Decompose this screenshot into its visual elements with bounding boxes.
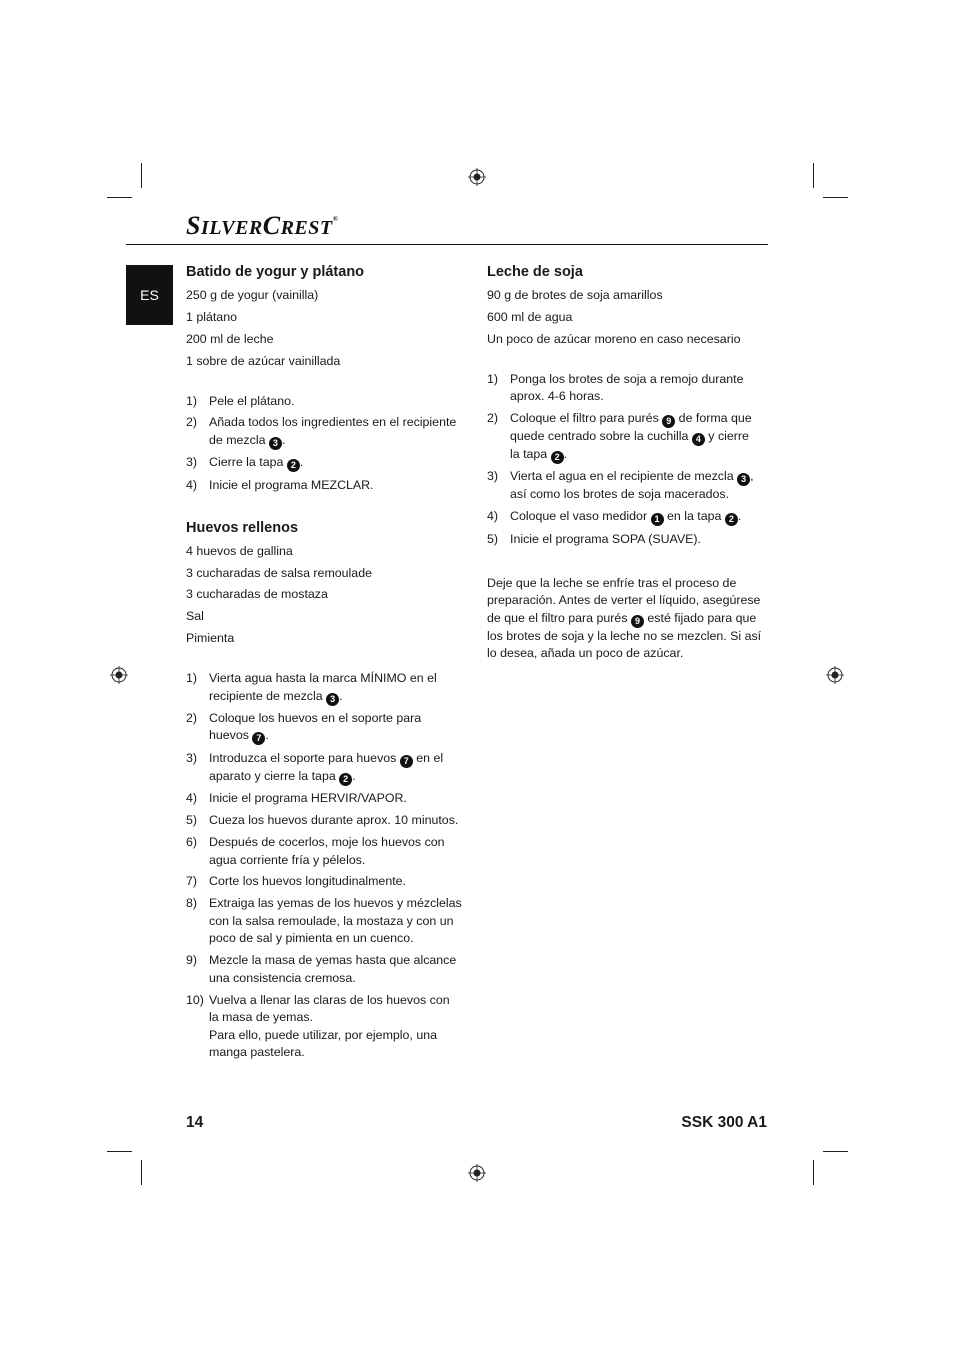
step-text [209, 992, 466, 1062]
part-number-badge: 7 [252, 732, 265, 745]
step-item [186, 414, 466, 450]
step-text [209, 952, 466, 987]
step-list [186, 670, 466, 1062]
step-text-part: en el aparato y cierre la tapa [209, 750, 444, 783]
crop-mark [813, 163, 814, 188]
step-item [186, 895, 466, 948]
recipe-title: Batido de yogur y plátano [186, 264, 365, 280]
part-number-badge: 3 [326, 693, 339, 706]
step-text-part: Coloque los huevos en el soporte para huevos [209, 710, 422, 743]
part-number-badge: 2 [339, 773, 352, 786]
step-text-part: . [737, 509, 742, 524]
step-item [186, 454, 466, 472]
step-item [487, 508, 769, 526]
step-number: 2) [487, 411, 499, 426]
page-number: 14 [186, 1114, 204, 1131]
step-text-part: Vuelva a llenar las claras de los huevos con la masa de yemas. Para ello, puede utilizar, por ejemplo, una manga pastelera. [209, 992, 450, 1060]
step-item [487, 410, 769, 464]
step-text-part: Coloque el vaso medidor [510, 509, 648, 524]
step-number: 1) [487, 371, 499, 386]
step-item [186, 873, 466, 891]
step-number: 4) [186, 791, 198, 806]
step-text-part: Después de cocerlos, moje los huevos con agua corriente fría y pélelos. [209, 835, 445, 867]
step-text-part: Añada todos los ingredientes en el recipiente de mezcla [209, 415, 457, 447]
step-text [209, 895, 466, 948]
note-paragraph [487, 575, 769, 663]
step-number: 4) [487, 509, 499, 524]
step-list [487, 371, 769, 549]
step-text [209, 873, 466, 891]
step-text [209, 670, 466, 706]
step-text-part: Mezcle la masa de yemas hasta que alcance una consistencia cremosa. [209, 953, 457, 985]
step-text [209, 790, 466, 808]
step-number: 5) [487, 531, 499, 546]
step-number: 8) [186, 896, 198, 911]
step-number: 5) [186, 813, 198, 828]
step-text-part: y cierre la tapa [510, 429, 749, 462]
part-number-badge: 1 [651, 513, 664, 526]
step-text [209, 393, 466, 411]
step-text [510, 410, 769, 464]
crop-mark [141, 163, 142, 188]
step-item [186, 992, 466, 1062]
step-text [209, 414, 466, 450]
step-text [510, 371, 769, 406]
ingredient-item: Un poco de azúcar moreno en caso necesario [487, 331, 741, 346]
registration-mark-icon [468, 1164, 486, 1182]
part-number-badge: 4 [692, 433, 705, 446]
step-text-part: Pele el plátano. [209, 393, 295, 408]
ingredient-item: 1 plátano [186, 309, 237, 324]
ingredient-item: 4 huevos de gallina [186, 543, 293, 558]
step-text [510, 468, 769, 504]
ingredient-item: 600 ml de agua [487, 309, 573, 324]
ingredient-item: 250 g de yogur (vainilla) [186, 288, 319, 302]
step-item [487, 371, 769, 406]
step-text [209, 812, 466, 830]
step-item [186, 477, 466, 495]
step-item [186, 710, 466, 746]
crop-mark [823, 1151, 848, 1152]
step-item [186, 393, 466, 411]
step-text-part: . [265, 728, 269, 743]
step-number: 6) [186, 835, 198, 850]
step-text-part: . [281, 432, 286, 447]
step-number: 7) [186, 874, 198, 889]
step-number: 3) [186, 455, 198, 470]
left-column [186, 263, 466, 1066]
part-number-badge: 7 [400, 755, 413, 768]
brand-logo: SILVERCREST® [186, 211, 339, 240]
note-text: Deje que la leche se enfríe tras el proceso de preparación. Antes de verter el líquido, asegúrese de que el filtro para purés [487, 575, 761, 625]
part-number-badge: 3 [737, 473, 750, 486]
step-text-part: Extraiga las yemas de los huevos y mézclelas con la salsa remoulade, la mostaza y con un poco de sal y pimienta en un cuenco. [209, 896, 462, 946]
step-text-part: de forma que quede centrado sobre la cuchilla [510, 411, 752, 444]
step-text [209, 454, 466, 472]
part-number-badge: 2 [551, 451, 564, 464]
step-number: 2) [186, 415, 198, 430]
step-number: 3) [186, 750, 198, 765]
step-item [186, 750, 466, 786]
step-number: 4) [186, 477, 198, 492]
model-number: SSK 300 A1 [681, 1114, 767, 1131]
step-text-part: Vierta el agua en el recipiente de mezcla [510, 469, 734, 484]
step-text-part: . [563, 447, 568, 462]
step-text [510, 508, 769, 526]
step-number: 10) [186, 992, 204, 1007]
step-text-part: . [299, 455, 304, 470]
registration-mark-icon [826, 666, 844, 684]
step-text [209, 834, 466, 869]
step-text [209, 477, 466, 495]
step-number: 2) [186, 710, 198, 725]
step-item [487, 531, 769, 549]
step-item [487, 468, 769, 504]
step-text [209, 710, 466, 746]
step-list [186, 393, 466, 495]
step-text-part: Cueza los huevos durante aprox. 10 minutos. [209, 813, 459, 828]
step-text-part: Corte los huevos longitudinalmente. [209, 874, 406, 889]
step-text-part: , así como los brotes de soja macerados. [510, 469, 754, 502]
ingredient-item: 1 sobre de azúcar vainillada [186, 353, 341, 368]
step-item [186, 812, 466, 830]
ingredient-list [487, 287, 769, 348]
registration-mark-icon [468, 168, 486, 186]
step-text-part: Inicie el programa SOPA (SUAVE). [510, 531, 701, 546]
step-text-part: Inicie el programa MEZCLAR. [209, 477, 374, 492]
header-rule [126, 244, 768, 245]
step-number: 9) [186, 953, 198, 968]
step-text-part: Coloque el filtro para purés [510, 411, 659, 426]
crop-mark [141, 1160, 142, 1185]
crop-mark [813, 1160, 814, 1185]
step-item [186, 834, 466, 869]
step-text-part: Inicie el programa HERVIR/VAPOR. [209, 791, 407, 806]
step-item [186, 952, 466, 987]
step-item [186, 790, 466, 808]
language-tab: ES [126, 265, 173, 325]
part-number-badge: 2 [725, 513, 738, 526]
step-number: 1) [186, 671, 198, 686]
step-text-part: en la tapa [663, 509, 722, 524]
ingredient-list [186, 543, 466, 648]
step-number: 1) [186, 393, 198, 408]
step-text-part: . [352, 768, 356, 783]
step-text-part: Cierre la tapa [209, 455, 284, 470]
ingredient-item: Pimienta [186, 631, 235, 646]
ingredient-list [186, 287, 466, 370]
part-number-badge: 2 [287, 459, 300, 472]
recipe-title: Huevos rellenos [186, 519, 299, 536]
step-text-part: Ponga los brotes de soja a remojo durante aprox. 4-6 horas. [510, 371, 744, 404]
step-item [186, 670, 466, 706]
step-text-part: Introduzca el soporte para huevos [209, 750, 397, 765]
step-text [209, 750, 466, 786]
ingredient-item: 90 g de brotes de soja amarillos [487, 288, 663, 302]
step-number: 3) [487, 469, 499, 484]
ingredient-item: Sal [186, 609, 204, 624]
right-column [487, 263, 769, 663]
step-text-part: Vierta agua hasta la marca MÍNIMO en el recipiente de mezcla [209, 671, 437, 703]
ingredient-item: 3 cucharadas de mostaza [186, 587, 328, 602]
registration-mark-icon [110, 666, 128, 684]
crop-mark [107, 197, 132, 198]
part-number-badge: 3 [269, 437, 282, 450]
part-number-badge: 9 [662, 415, 675, 428]
part-number-badge: 9 [631, 615, 644, 628]
recipe-title: Leche de soja [487, 264, 583, 280]
step-text-part: . [339, 688, 343, 703]
ingredient-item: 3 cucharadas de salsa remoulade [186, 565, 372, 580]
ingredient-item: 200 ml de leche [186, 331, 274, 346]
note-text: esté fijado para que los brotes de soja y la leche no se mezclen. Si así lo desea, añada un poco de azúcar. [487, 610, 762, 661]
step-text [510, 531, 769, 549]
crop-mark [823, 197, 848, 198]
crop-mark [107, 1151, 132, 1152]
